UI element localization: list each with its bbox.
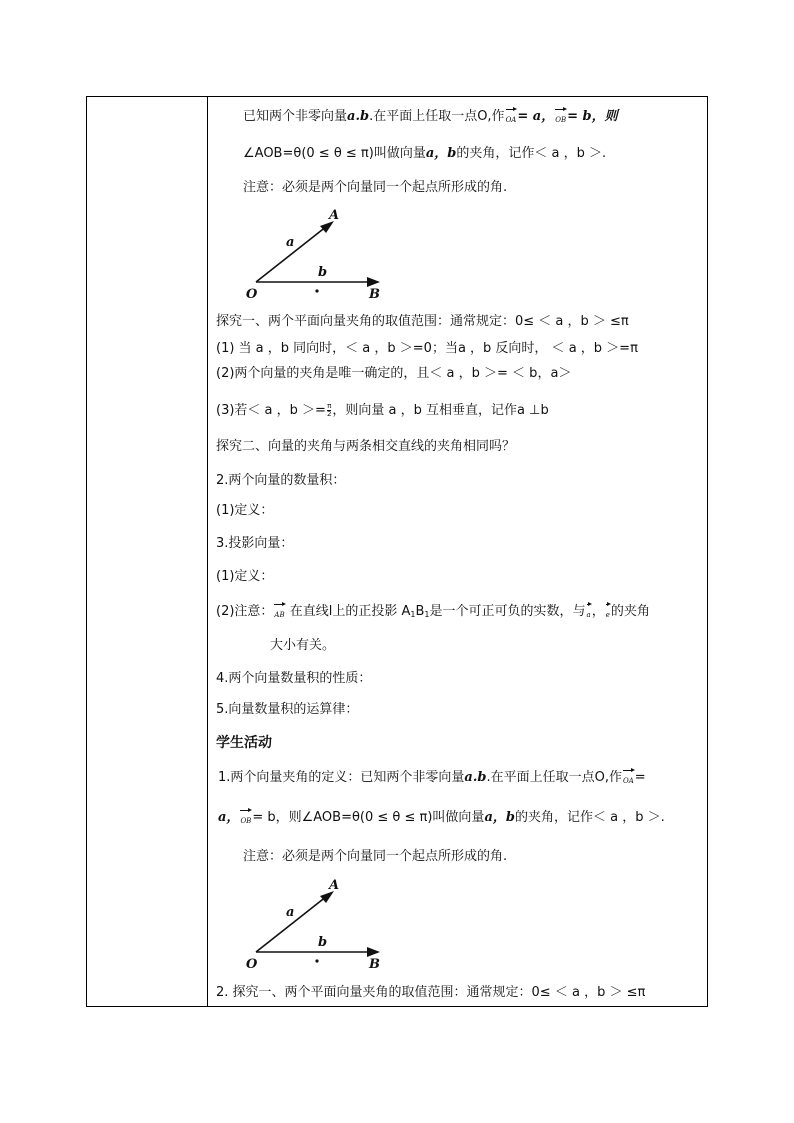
sa-explore1: 2. 探究一、两个平面向量夹角的取值范围：通常规定：0≤ ＜ a ，b ＞ ≤π <box>216 985 646 1000</box>
text: 的夹角，记作 <box>456 146 535 161</box>
vector-e-small: e <box>606 603 610 623</box>
text: 是一个可正可负的实数，与 <box>429 604 586 619</box>
s1-line2 <box>243 146 606 162</box>
label-a-point: A <box>329 208 340 223</box>
label-a-point: A <box>329 878 340 893</box>
s1-heading3: 3.投影向量： <box>216 536 294 551</box>
vector-a-small: a <box>587 603 591 623</box>
s1-heading4: 4.两个向量数量积的性质： <box>216 671 372 686</box>
sa-line2 <box>218 809 665 829</box>
label-b-point: B <box>369 287 380 300</box>
s1-item1: (1) 当 a ，b 同向时，＜ a ，b ＞=0；当a ，b 反向时， ＜ a ，b ＞=π <box>216 341 638 356</box>
text: = <box>634 770 646 785</box>
text: B <box>415 604 425 619</box>
lesson-table <box>86 96 708 1007</box>
subscript: 1 <box>410 610 416 619</box>
s1-item3 <box>216 403 549 419</box>
s1-explore1: 探究一、两个平面向量夹角的取值范围：通常规定：0≤ ＜ a ，b ＞ ≤π <box>216 314 629 329</box>
denominator: 2 <box>326 410 332 418</box>
vector-ab: a.b <box>347 109 370 124</box>
numerator: π <box>327 402 332 410</box>
text: .在平面上任取一点O,作 <box>486 770 622 785</box>
text: ∠AOB=θ(0 ≤ θ ≤ π)叫做向量 <box>243 146 426 161</box>
text: 1.两个向量夹角的定义：已知两个非零向量 <box>218 770 465 785</box>
text: ，则向量 a ，b 互相垂直，记作a ⊥b <box>332 403 549 418</box>
s1-note2-cont: 大小有关。 <box>270 638 336 653</box>
vector-angle-figure-1 <box>236 204 396 300</box>
student-activity-title: 学生活动 <box>216 735 272 751</box>
s1-item2: (2)两个向量的夹角是唯一确定的，且＜ a ，b ＞= ＜ b，a＞ <box>216 366 572 381</box>
text: .在平面上任取一点O,作 <box>369 109 505 124</box>
text: (3)若＜ a ，b ＞= <box>216 403 326 418</box>
vector-angle-figure-2 <box>236 874 396 970</box>
label-b-point: B <box>369 957 380 970</box>
text: 已知两个非零向量 <box>243 109 348 124</box>
vector-ab: a.b <box>464 770 487 785</box>
label-o: O <box>246 957 258 970</box>
s1-explore2: 探究二、向量的夹角与两条相交直线的夹角相同吗？ <box>216 439 516 454</box>
text: 的夹角 <box>610 604 650 619</box>
subscript: 1 <box>424 610 430 619</box>
s1-note2 <box>216 603 650 623</box>
vector-b: b <box>505 810 515 825</box>
text: 在直线l上的正投影 A <box>285 604 411 619</box>
s1-line1 <box>243 108 618 128</box>
vector-a: a， <box>425 146 448 161</box>
text: 的夹角，记作 <box>514 810 593 825</box>
vector-ob: OB <box>240 809 251 829</box>
text: ， <box>591 604 605 619</box>
text: (2)注意： <box>216 604 274 619</box>
vector-a: a， <box>218 810 240 825</box>
label-a-vector: a <box>286 235 295 250</box>
s1-note: 注意：必须是两个向量同一个起点所形成的角. <box>243 180 508 195</box>
fraction-pi-over-2 <box>327 403 331 418</box>
s1-heading5: 5.向量数量积的运算律： <box>216 702 359 717</box>
vector-oa: OA <box>623 769 634 789</box>
text: = a， <box>517 109 555 124</box>
vector-b: b <box>447 146 457 161</box>
angle-notation: ＜ a ，b ＞. <box>534 146 607 161</box>
text: = b，则∠AOB=θ(0 ≤ θ ≤ π)叫做向量 <box>252 810 485 825</box>
vector-oa: OA <box>506 108 517 128</box>
label-o: O <box>246 287 258 300</box>
s1-def1: (1)定义： <box>216 503 274 518</box>
angle-notation: ＜ a ，b ＞. <box>592 810 665 825</box>
sa-note: 注意：必须是两个向量同一个起点所形成的角. <box>243 849 508 864</box>
s1-heading2: 2.两个向量的数量积： <box>216 473 346 488</box>
vector-ob: OB <box>555 108 566 128</box>
s1-def2: (1)定义： <box>216 569 274 584</box>
label-b-vector: b <box>318 265 328 280</box>
sa-line1 <box>218 769 646 789</box>
vector-ab-small: AB <box>274 603 284 623</box>
label-b-vector: b <box>318 935 328 950</box>
text: = b，则 <box>567 109 618 124</box>
vector-a: a， <box>484 810 506 825</box>
label-a-vector: a <box>286 905 295 920</box>
